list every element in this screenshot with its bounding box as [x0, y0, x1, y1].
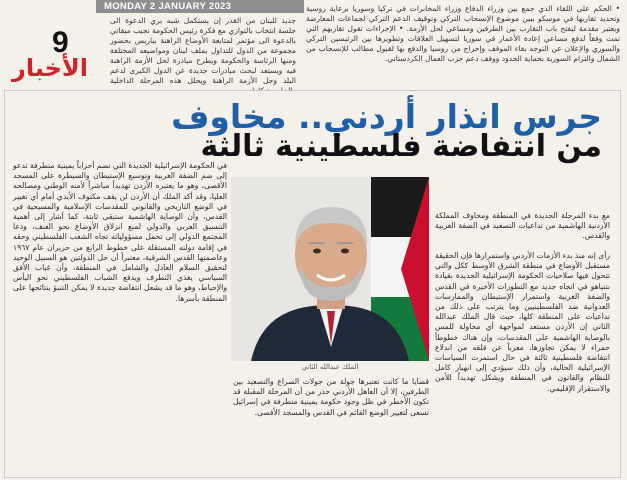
- article-photo: [231, 177, 429, 361]
- date-strip: MONDAY 2 JANUARY 2023: [96, 0, 304, 13]
- article-kicker: جرس انذار أردني.. مخاوف: [171, 97, 602, 136]
- page-header: [0, 0, 627, 88]
- brief-right: • الحكم على اللقاء الذي جمع بين وزراء الدفاع وزراء المخابرات في تركيا وسوريا برعاية روسية وتحديد تقاربها في موسكو ببين موضوع الإنسحاب التركي وتوقيف الدعم التركي لجماعات المعارضة ويعتبر مقدمة ليفتح باب التقارب بين الطرفين ومساعي لحل الأزمة. • الإجراءات تقول تقاربهم التي تمت وفقاً لدفع مساعي إعادة الأعمار في سوريا لتسهيل العلاقات وتطويرها بين الرئيسين التركي والسوري والإعلان عن التوجه بقاء الموقف وإحراج من روسيا والدفع بها لقبول مطالب للإنسحاب من الشمال والتزام السورية بحماية الحدود ووقف دعم حزب العمال الكردستاني.: [306, 4, 620, 63]
- photo-caption: الملك عبدالله الثاني: [301, 363, 359, 371]
- article: [4, 90, 621, 478]
- article-column-left: في الحكومة الإسرائيلية الجديدة التي تضم أحزاباً يمينية متطرفة تدعو إلى ضم الضفة الغربية وتوسيع الإستيطان والسيطرة على المسجد الأقصى، وهو ما يعتبره الأردن تهديداً مباشراً لأمنه الوطني ومصالحه العليا، وقد أكد الملك أن الأردن لن يقف مكتوف الأيدي أمام أي تغيير في الوضع التاريخي والقانوني للمقدسات الإسلامية والمسيحية في القدس، وأن الوصاية الهاشمية ستبقى ثابتة، كما أشار إلى أهمية التنسيق العربي والدولي لمنع انزلاق الأوضاع نحو العنف، ودعا المجتمع الدولي إلى تحمل مسؤولياته تجاه الشعب الفلسطيني وحقه في إقامة دولته المستقلة على خطوط الرابع من حزيران عام ١٩٦٧ وعاصمتها القدس الشرقية، معتبراً أن حل الدولتين هو السبيل الوحيد لتحقيق السلام العادل والشامل في المنطقة، وأن غياب الأفق السياسي يغذي التطرف ويدفع الشباب الفلسطيني نحو اليأس والإحباط، وهو ما قد يشعل انتفاضة جديدة لا يمكن التنبؤ بنتائجها على المنطقة بأسرها.: [13, 161, 227, 303]
- section-name: الأخبار: [12, 54, 89, 82]
- portrait-image: [231, 177, 429, 361]
- article-column-middle: قضايا ما كانت تعتبرها جولة من جولات الصراع والتصعيد بين الطرفين، إلا أن العاهل الأردني حذر من أن المرحلة المقبلة قد تكون الأخطر في ظل وجود حكومة يمينية متطرفة في إسرائيل تسعى لتغيير الوضع القائم في القدس والمسجد الأقصى.: [233, 377, 429, 417]
- page-number: 9: [52, 26, 69, 59]
- article-column-right: رأى إنه منذ بدء الأزمات الأردني واستمرارها فإن الحقيقة مستقبل الأوضاع في منطقة الشرق الأوسط ككل والتي تتحول فيها صلاحيات الحكومة الإسرائيلية الجديدة بقيادة نتنياهو في اتجاه جديد مع التطورات الأخيرة في القدس والضفة الغربية واستمرار الإستيطان والممارسات العدوانية ضد الفلسطينيين وما يترتب على ذلك من تداعيات على المنطقة كلها، حيث قال الملك عبدالله الثاني إن الأردن مستعد لمواجهة أي محاولة للمس بالوصاية الهاشمية على المقدسات، وإن هناك خطوطاً حمراء لا يمكن تجاوزها، معرباً عن قلقه من اندلاع انتفاضة فلسطينية ثالثة في حال استمرت السياسات الإسرائيلية الحالية، وأن ذلك سيؤدي إلى انهيار كامل للنظام والقانون في المنطقة ويشكل تهديداً للأمن والاستقرار الإقليمي.: [435, 251, 610, 393]
- article-headline: من انتفاضة فلسطينية ثالثة: [200, 129, 602, 164]
- brief-left: جديد للبنان من القدر إن يستكمل شبه بري الدعوة الى جلسة انتخاب بالتوازي مع فكرة رئيس الحكومة نجيب ميقاتي بالدعوة الى مؤتمر لمتابعة الأوضاع الراهنة بباريس بحضور مجموعة من الدول للتداول بملف لبنان ومواضيعه المختلفة ومنها الرئاسة والحكومة ويطرح مبادرة لحل الأزمة الراهنة فيه ويستعد لبحث مبادرات جديدة عن الدول الكبرى لدعم البلد وحل الأزمة الراهنة ويحلل هذه المرحلة الداخلية: [110, 16, 296, 85]
- article-column-top-right: مع بدء المرحلة الجديدة في المنطقة ومخاوف المملكة الأردنية الهاشمية من تداعيات التصعيد في الضفة الغربية والقدس.: [435, 211, 610, 241]
